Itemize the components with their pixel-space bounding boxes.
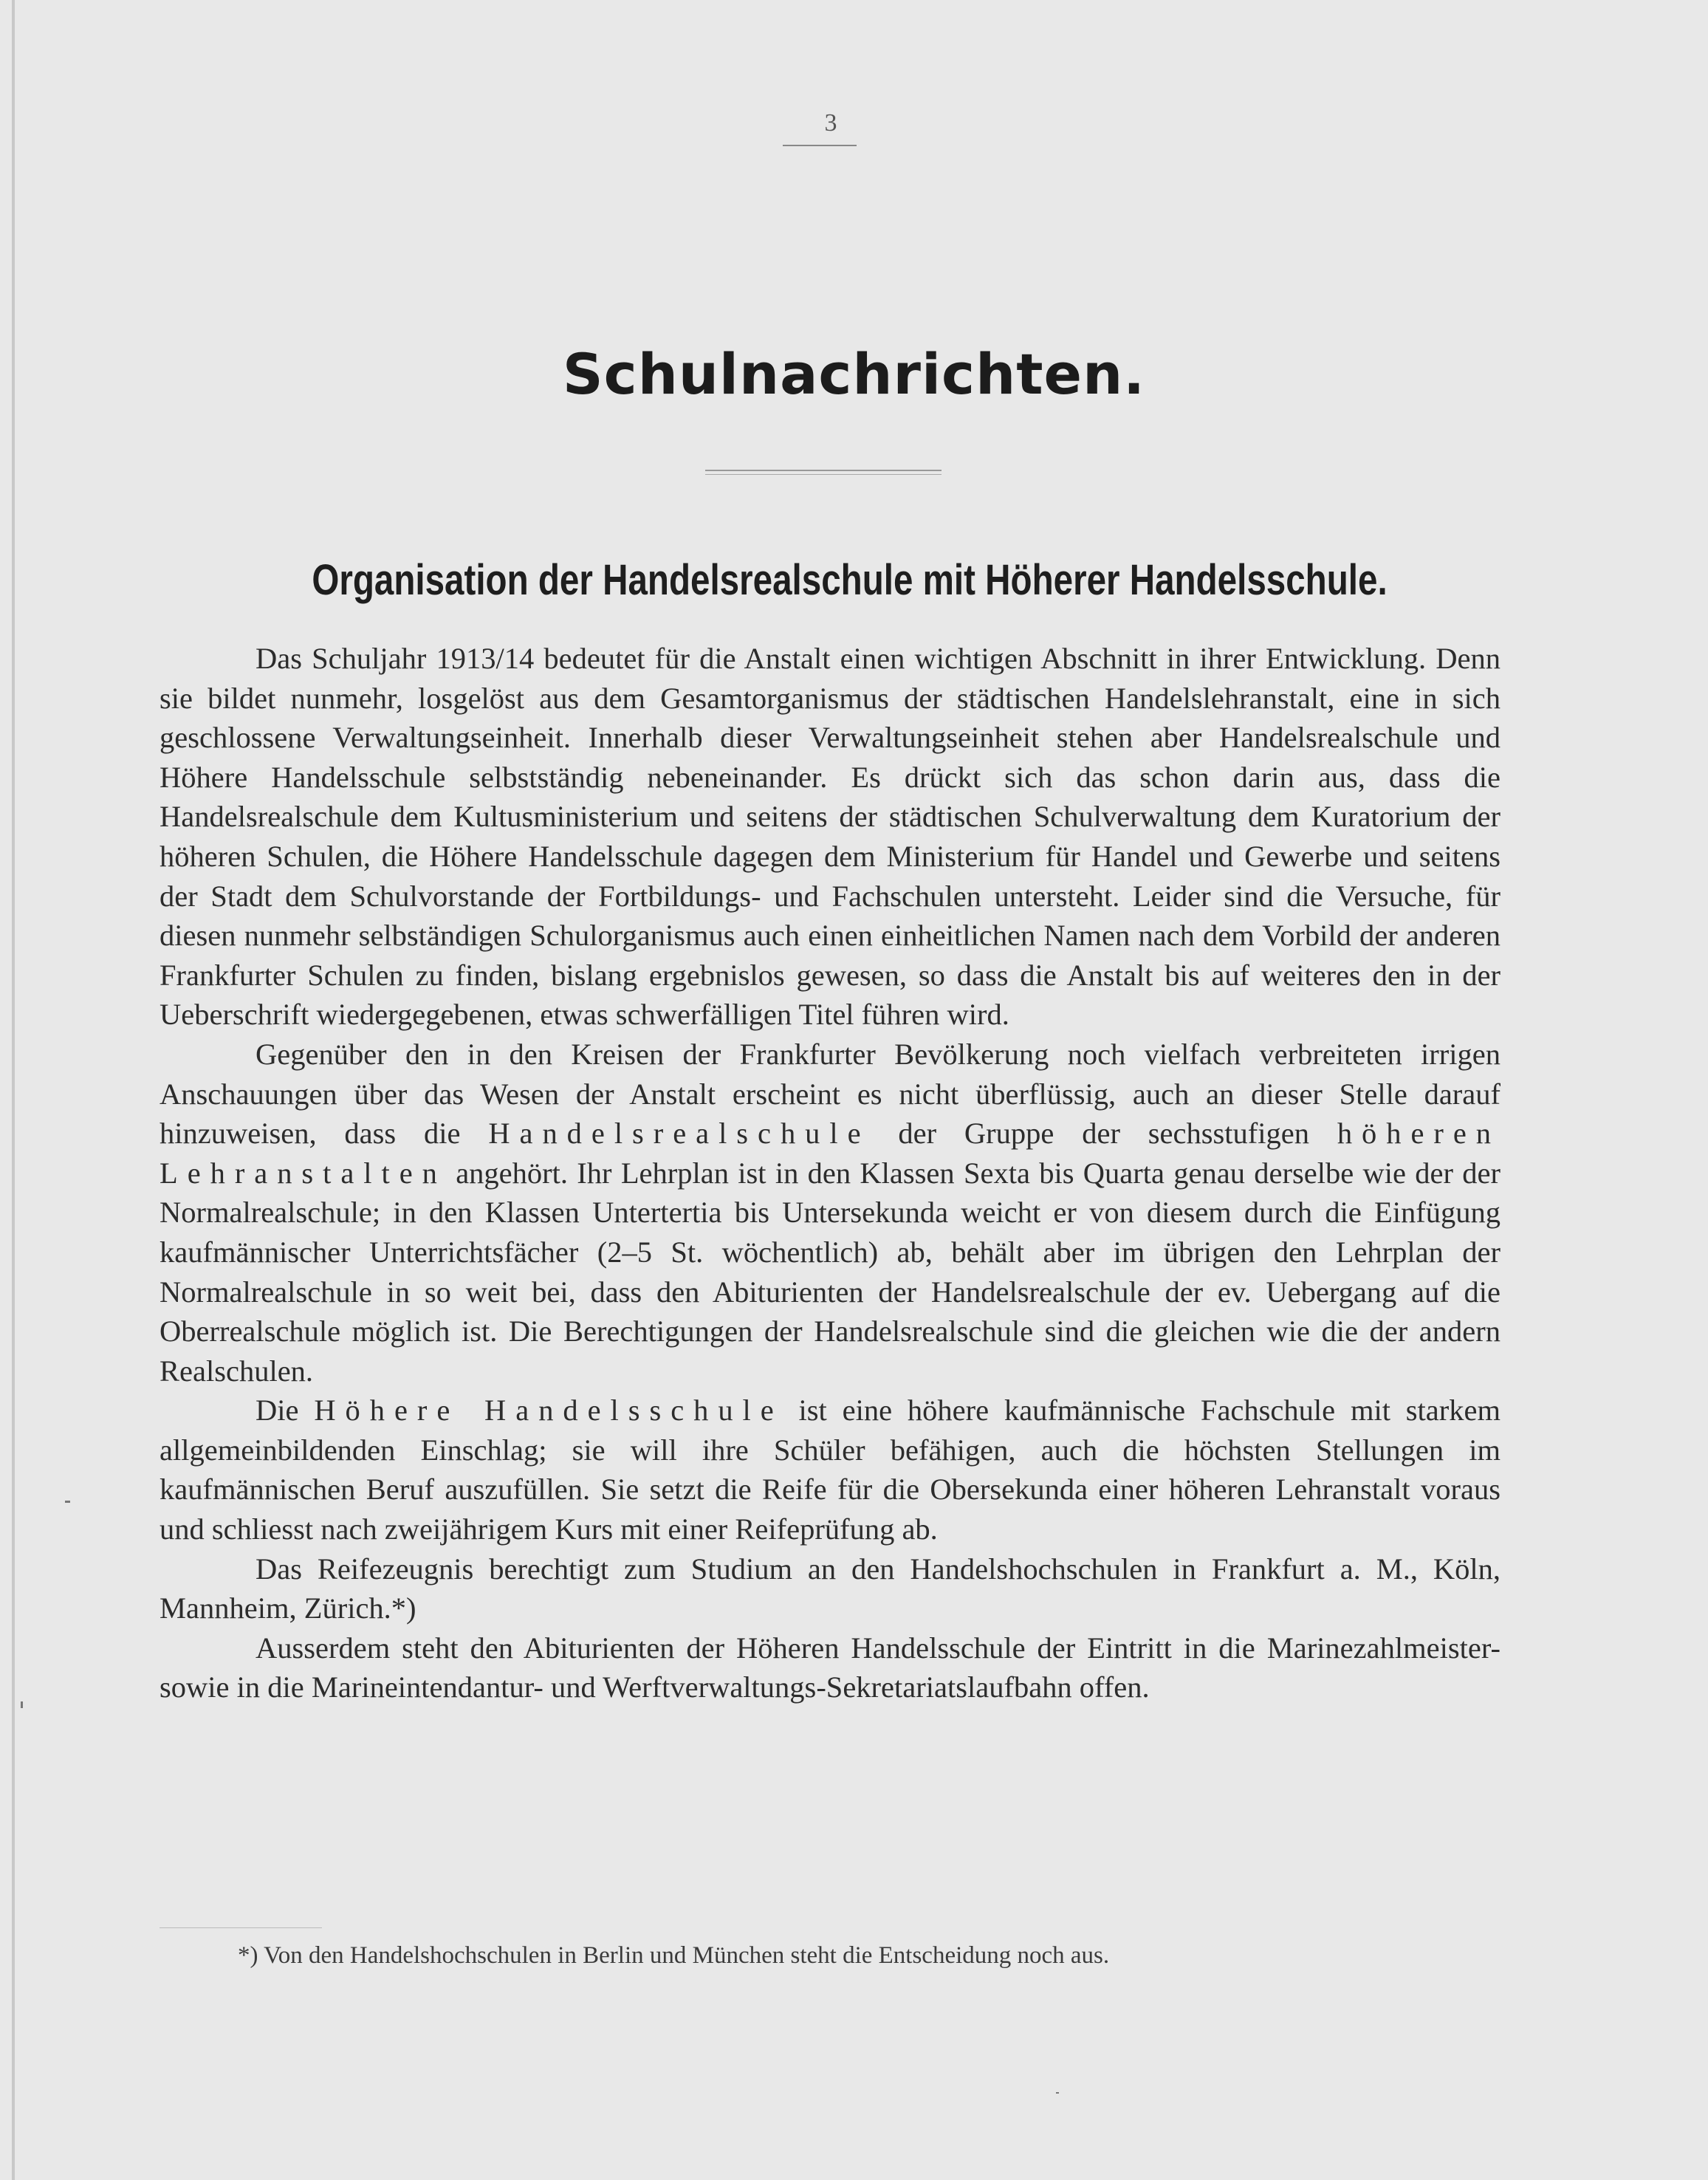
page-number-rule [783, 145, 857, 146]
emphasis-handelsrealschule: Handelsrealschule [488, 1117, 871, 1151]
section-heading: Organisation der Handelsrealschule mit Höherer Handelsschule. [312, 556, 1388, 604]
print-speck [21, 1701, 23, 1708]
paragraph-4: Das Reifezeugnis berechtigt zum Studium an den Handelshochschulen in Frankfurt a. M., Köln, Mannheim, Zürich.*) [160, 1552, 1500, 1625]
paragraph-3-part-a: Die [255, 1394, 315, 1427]
print-speck [1056, 2092, 1059, 2094]
paragraph-3 [160, 1391, 1500, 1549]
footnote: *) Von den Handelshochschulen in Berlin und München steht die Entscheidung noch aus. [238, 1942, 1110, 1969]
paragraph-2-part-a: Gegenüber den in den Kreisen der Frankfurter Bevölkerung noch vielfach verbreiteten irrigen Anschauungen über das Wesen der Anstalt erscheint es nicht überflüssig, auch an dieser Stelle darauf hinzuweisen, dass die [160, 1037, 1500, 1151]
emphasis-hoehere-handelsschule: Höhere Handelsschule [314, 1394, 783, 1427]
paragraph-2 [160, 1035, 1500, 1391]
body-text [160, 639, 1500, 1707]
paragraph-2-part-b: der Gruppe der sechsstufigen [870, 1117, 1337, 1151]
paragraph-1: Das Schuljahr 1913/14 bedeutet für die Anstalt einen wichtigen Abschnitt in ihrer Entwicklung. Denn sie bildet nunmehr, losgelöst aus dem Gesamtorganismus der städtischen Handelslehranstalt, eine in sich geschlossene Verwaltungseinheit. Innerhalb dieser Verwaltungseinheit stehen aber Handelsrealschule und Höhere Handelsschule selbstständig nebeneinander. Es drückt sich das schon darin aus, dass die Handelsrealschule dem Kultusministerium und seitens der städtischen Schulverwaltung dem Kuratorium der höheren Schulen, die Höhere Handelsschule dagegen dem Ministerium für Handel und Gewerbe und seitens der Stadt dem Schulvorstande der Fortbildungs- und Fachschulen untersteht. Leider sind die Versuche, für diesen nunmehr selbständigen Schulorganismus auch einen einheitlichen Namen nach dem Vorbild der anderen Frankfurter Schulen zu finden, bislang ergebnislos gewesen, so dass die Anstalt bis auf weiteres den in der Ueberschrift wiedergegebenen, etwas schwerfälligen Titel führen wird. [160, 642, 1500, 1032]
binding-edge [12, 0, 15, 2180]
footnote-divider [160, 1927, 322, 1928]
paragraph-3-part-b: ist eine höhere kaufmännische Fachschule mit starkem allgemeinbildenden Einschlag; sie will ihre Schüler befähigen, auch die höchsten Stellungen im kaufmännischen Beruf auszufüllen. Sie setzt die Reife für die Obersekunda einer höheren Lehranstalt voraus und schliesst nach zweijährigem Kurs mit einer Reifeprüfung ab. [160, 1394, 1500, 1546]
paragraph-5: Ausserdem steht den Abiturienten der Höheren Handelsschule der Eintritt in die Marinezahlmeister- sowie in die Marineintendantur- und Werftverwaltungs-Sekretariatslaufbahn offen. [160, 1631, 1500, 1704]
page-number: 3 [824, 109, 837, 137]
page-title: Schulnachrichten. [562, 341, 1146, 407]
print-speck [65, 1501, 70, 1503]
emphasis-hoeheren-lehranstalten: höheren Lehranstalten [160, 1117, 1500, 1190]
title-divider [705, 470, 942, 471]
paragraph-2-part-c: angehört. Ihr Lehrplan ist in den Klassen Sexta bis Quarta genau derselbe wie der der Normalrealschule; in den Klassen Untertertia bis Untersekunda weicht er von diesem durch die Einfügung kaufmännischer Unterrichtsfächer (2–5 St. wöchentlich) ab, behält aber im übrigen den Lehrplan der Normalrealschule in so weit bei, dass den Abiturienten der Handelsrealschule der ev. Uebergang auf die Oberrealschule möglich ist. Die Berechtigungen der Handelsrealschule sind die gleichen wie die der andern Realschulen. [160, 1156, 1500, 1388]
title-divider-second-line [705, 474, 942, 475]
